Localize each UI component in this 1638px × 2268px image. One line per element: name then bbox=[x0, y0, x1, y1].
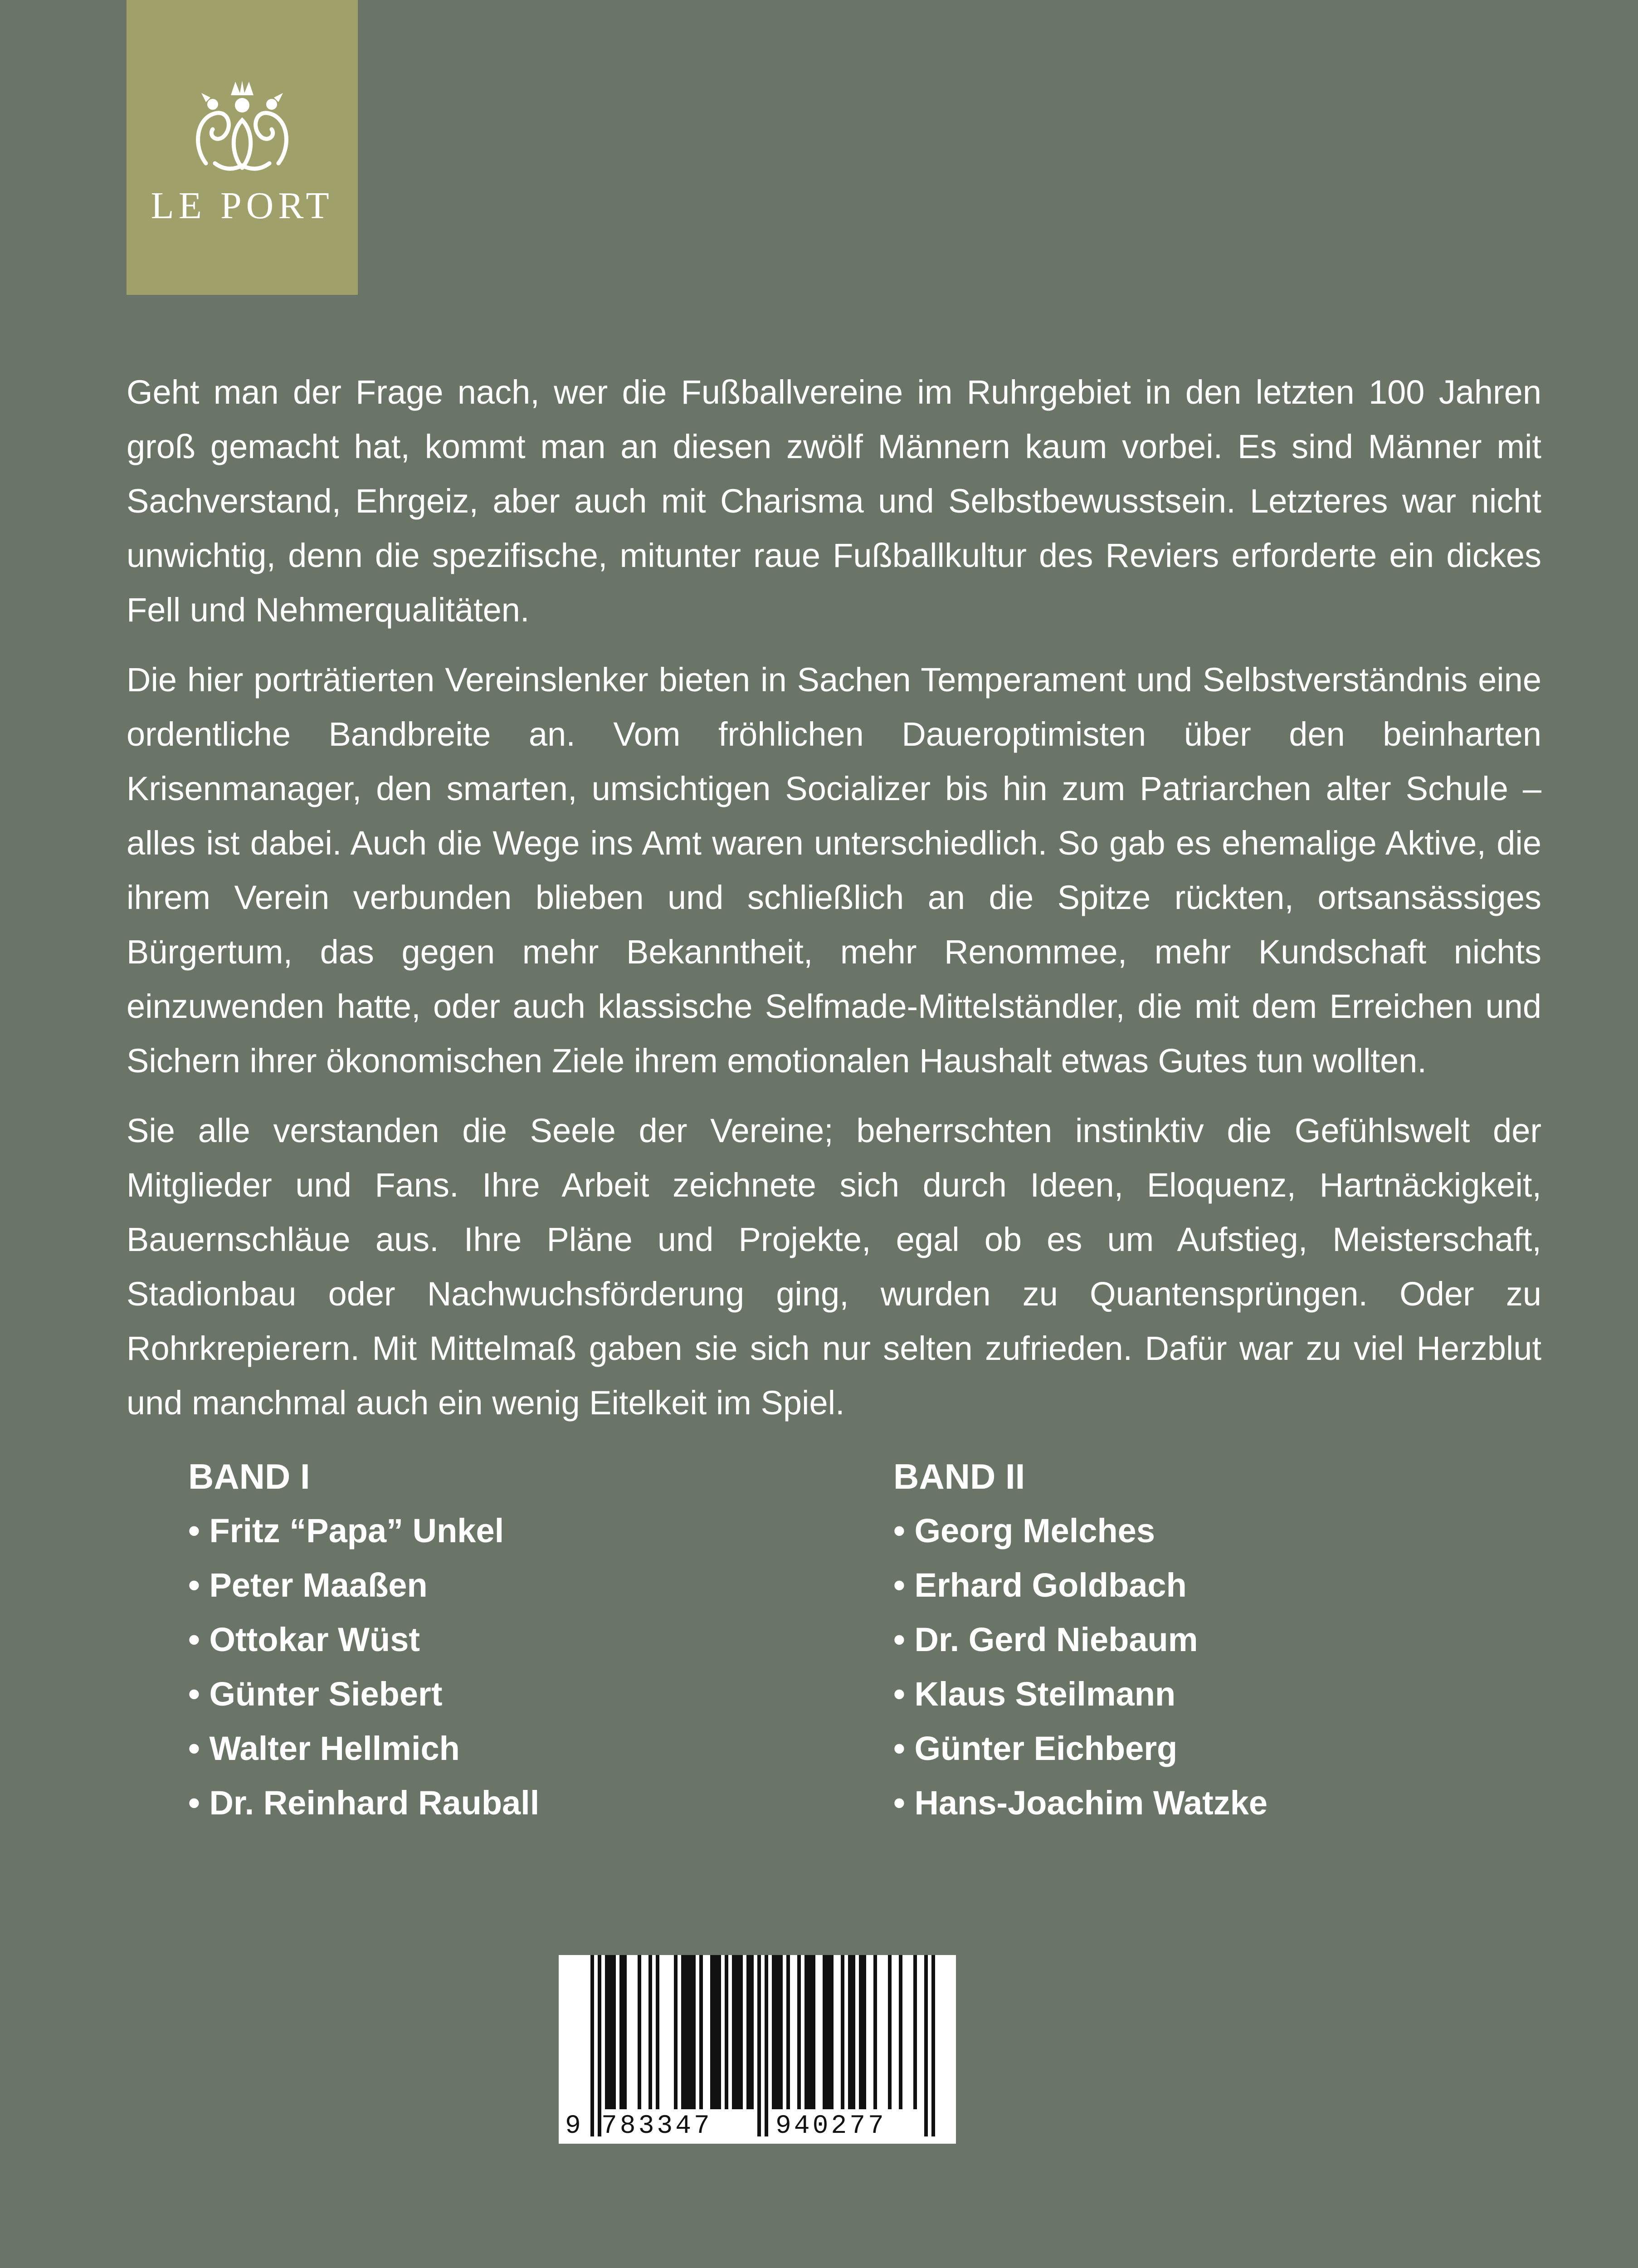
barcode-bar bbox=[765, 1955, 768, 2136]
publisher-logo bbox=[127, 0, 358, 295]
barcode-bar bbox=[804, 1955, 808, 2109]
band-title: BAND II bbox=[893, 1457, 1025, 1496]
barcode-bar bbox=[590, 1955, 594, 2136]
barcode-bar bbox=[772, 1955, 775, 2109]
barcode-bar bbox=[609, 1955, 612, 2109]
barcode-bar bbox=[623, 1955, 627, 2109]
barcode-bar bbox=[746, 1955, 750, 2109]
list-item: • Georg Melches bbox=[893, 1504, 1268, 1558]
barcode-bar bbox=[732, 1955, 736, 2109]
barcode-bar bbox=[775, 1955, 779, 2109]
barcode-bar bbox=[899, 1955, 902, 2109]
isbn-barcode bbox=[559, 1955, 956, 2144]
barcode-bar bbox=[688, 1955, 692, 2109]
barcode-bar bbox=[638, 1955, 641, 2109]
barcode-bar bbox=[812, 1955, 815, 2109]
barcode-bar bbox=[797, 1955, 801, 2109]
barcode-bar bbox=[786, 1955, 790, 2109]
barcode-bar bbox=[612, 1955, 616, 2109]
barcode-bar bbox=[710, 1955, 714, 2109]
barcode-bar bbox=[823, 1955, 826, 2109]
barcode-bar bbox=[739, 1955, 743, 2109]
barcode-bar bbox=[779, 1955, 783, 2109]
barcode-bar bbox=[725, 1955, 728, 2109]
list-item: • Dr. Reinhard Rauball bbox=[188, 1776, 539, 1830]
paragraph: Geht man der Frage nach, wer die Fußballvereine im Ruhrgebiet in den letzten 100 Jahren groß gemacht hat, kommt man an diesen zwölf Männern kaum vorbei. Es sind Männer mit Sachverstand, Ehrgeiz, aber auch mit Charisma und Selbstbewusstsein. Letzteres war nicht unwichtig, denn die spezifische, mitunter raue Fußballkultur des Reviers erforderte ein dickes Fell und Nehmerqualitäten. bbox=[127, 373, 1541, 629]
barcode-bar bbox=[714, 1955, 717, 2109]
barcode-bar bbox=[750, 1955, 754, 2109]
list-item: • Dr. Gerd Niebaum bbox=[893, 1613, 1268, 1667]
barcode-bar bbox=[656, 1955, 659, 2109]
barcode-bar bbox=[736, 1955, 739, 2109]
barcode-bar bbox=[648, 1955, 652, 2109]
band-1-list bbox=[188, 1449, 539, 1830]
paragraph: Die hier porträtierten Vereinslenker bieten in Sachen Temperament und Selbstverständnis eine ordentliche Bandbreite an. Vom fröhlichen Daueroptimisten über den beinharten Krisenmanager, den smarten, umsichtigen Socializer bis hin zum Patriarchen alter Schule – alles ist dabei. Auch die Wege ins Amt waren unterschiedlich. So gab es ehemalige Aktive, die ihrem Verein verbunden blieben und schließlich an die Spitze rückten, ortsansässiges Bürgertum, das gegen mehr Bekanntheit, mehr Renommee, mehr Kundschaft nichts einzuwenden hatte, oder auch klassische Selfmade-Mittelständler, die mit dem Erreichen und Sichern ihrer ökonomischen Ziele ihrem emotionalen Haushalt etwas Gutes tun wollten. bbox=[127, 661, 1541, 1080]
list-item: • Hans-Joachim Watzke bbox=[893, 1776, 1268, 1830]
band-title: BAND I bbox=[188, 1457, 310, 1496]
barcode-bar bbox=[841, 1955, 844, 2109]
barcode-bar bbox=[619, 1955, 623, 2109]
barcode-bar bbox=[674, 1955, 678, 2109]
list-item: • Erhard Goldbach bbox=[893, 1558, 1268, 1613]
barcode-bar bbox=[605, 1955, 609, 2109]
barcode-right-group: 940277 bbox=[775, 2112, 887, 2141]
list-item: • Ottokar Wüst bbox=[188, 1613, 539, 1667]
barcode-bar bbox=[931, 1955, 935, 2136]
barcode-left-group: 783347 bbox=[601, 2112, 712, 2141]
barcode-bar bbox=[924, 1955, 928, 2136]
list-item: • Klaus Steilmann bbox=[893, 1667, 1268, 1721]
list-item: • Günter Siebert bbox=[188, 1667, 539, 1721]
barcode-bar bbox=[863, 1955, 866, 2109]
publisher-name: LE PORT bbox=[151, 185, 334, 227]
barcode-digits bbox=[559, 2112, 956, 2143]
barcode-bar bbox=[692, 1955, 696, 2109]
barcode-bar bbox=[888, 1955, 892, 2109]
barcode-bar bbox=[681, 1955, 685, 2109]
band-2-list bbox=[893, 1449, 1268, 1830]
barcode-bar bbox=[757, 1955, 761, 2136]
barcode-bar bbox=[859, 1955, 863, 2109]
barcode-bar bbox=[830, 1955, 834, 2109]
list-item: • Günter Eichberg bbox=[893, 1721, 1268, 1776]
barcode-bar bbox=[852, 1955, 855, 2109]
list-item: • Fritz “Papa” Unkel bbox=[188, 1504, 539, 1558]
barcode-bar bbox=[913, 1955, 917, 2109]
barcode-bar bbox=[717, 1955, 721, 2109]
barcode-bar bbox=[685, 1955, 688, 2109]
list-item: • Peter Maaßen bbox=[188, 1558, 539, 1613]
list-item: • Walter Hellmich bbox=[188, 1721, 539, 1776]
barcode-bar bbox=[848, 1955, 852, 2109]
paragraph: Sie alle verstanden die Seele der Vereine; beherrschten instinktiv die Gefühlswelt der Mitglieder und Fans. Ihre Arbeit zeichnete sich durch Ideen, Eloquenz, Hartnäckigkeit, Bauernschläue aus. Ihre Pläne und Projekte, egal ob es um Aufstieg, Meisterschaft, Stadionbau oder Nachwuchsförderung ging, wurden zu Quantensprüngen. Oder zu Rohrkrepierern. Mit Mittelmaß gaben sie sich nur selten zufrieden. Dafür war zu viel Herzblut und manchmal auch ein wenig Eitelkeit im Spiel. bbox=[127, 1112, 1541, 1422]
emblem-icon bbox=[188, 77, 297, 177]
barcode-bar bbox=[808, 1955, 812, 2109]
barcode-bar bbox=[873, 1955, 877, 2109]
barcode-lead-digit: 9 bbox=[565, 2112, 581, 2141]
blurb bbox=[127, 365, 1541, 1446]
barcode-bar bbox=[598, 1955, 601, 2136]
barcode-bar bbox=[826, 1955, 830, 2109]
barcode-bar bbox=[699, 1955, 703, 2109]
